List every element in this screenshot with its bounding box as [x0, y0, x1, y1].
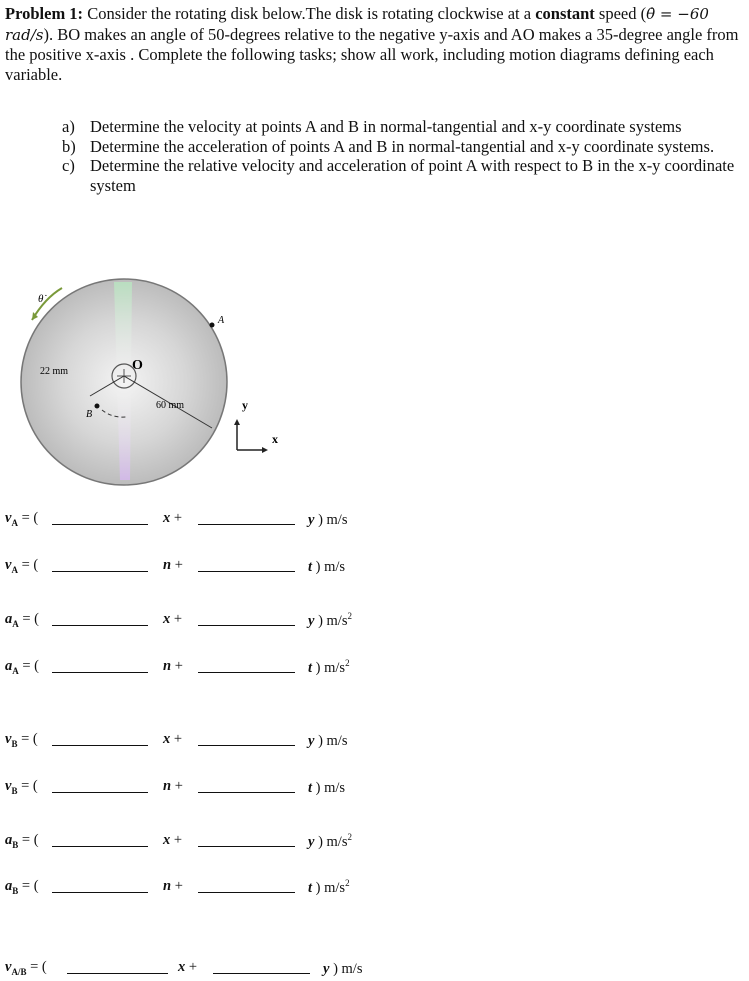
row-symbol: $v_{A/B}$ = ( — [5, 959, 47, 977]
answer-blank-1[interactable] — [52, 731, 148, 746]
answer-blank-2[interactable] — [198, 611, 295, 626]
answer-blank-2[interactable] — [198, 731, 295, 746]
answer-blank-1[interactable] — [52, 557, 148, 572]
answer-blank-1[interactable] — [52, 878, 148, 893]
answer-blank-2[interactable] — [198, 658, 295, 673]
answer-blank-2[interactable] — [198, 510, 295, 525]
svg-text:x: x — [272, 432, 278, 446]
svg-text:B: B — [86, 409, 93, 420]
answer-blank-1[interactable] — [52, 611, 148, 626]
angular-velocity: θ̇ = −60 rad/s — [5, 5, 709, 44]
point-b — [95, 404, 100, 409]
svg-text:A: A — [218, 315, 225, 326]
svg-text:O: O — [132, 358, 143, 373]
row-symbol: $v_A$ = ( — [5, 557, 39, 575]
svg-text:θ̇: θ̇ — [38, 293, 44, 305]
rotating-disk-diagram — [0, 270, 300, 490]
problem-statement: Problem 1: Consider the rotating disk below.The disk is rotating clockwise at a constant speed (θ̇ = −60 rad/s). BO makes an angle of 50-degrees relative to the negative y-axis and AO makes a 35-degree angle from the positive x-axis . Complete the following tasks; show all work, including motion diagrams defining each variable. — [5, 4, 739, 84]
point-a — [210, 323, 215, 328]
row-symbol: $v_B$ = ( — [5, 778, 38, 796]
row-symbol: $v_B$ = ( — [5, 731, 38, 749]
answer-blank-1[interactable] — [52, 510, 148, 525]
row-symbol: $a_B$ = ( — [5, 832, 39, 850]
problem-page: Problem 1: Consider the rotating disk below.The disk is rotating clockwise at a constant speed (θ̇ = −60 rad/s). BO makes an angle of 50-degrees relative to the negative y-axis and AO makes a 35-degree angle from the positive x-axis . Complete the following tasks; show all work, including motion diagrams defining each variable. a) Determine the velocity at points A and B in normal-tangential and x-y coordinate systems b) Determine the acceleration of points A and B in normal-tangential and x-y coordinate systems. c) Determine the relative velocity and acceleration of point A with respect to B in the x-y coordinate system θ̇ A O B 22 mm 60 mm y x $v_A$ = ( x + y ) m/s $v_A$ = ( n + t ) m/s $a_A$ = ( x + y ) $m/s^2$ $a_A$ = ( n + t ) $m/s^2$ $v_B$ = ( x + y ) m/s $v_B$ = ( n + t ) m/s $a_B$ = ( x + y ) $m/s^2$ $a_B$ = ( n + t ) $m/s^2$ $v_{A/B}$ = ( x + y ) m/s — [0, 0, 749, 981]
answer-blank-2[interactable] — [198, 832, 295, 847]
task-c: c) Determine the relative velocity and acceleration of point A with respect to B in the x-y coordinate system — [62, 156, 735, 195]
svg-text:60 mm: 60 mm — [156, 400, 185, 411]
svg-text:y: y — [242, 398, 248, 412]
answer-blank-2[interactable] — [198, 778, 295, 793]
answer-blank-1[interactable] — [52, 832, 148, 847]
answer-blank-1[interactable] — [52, 658, 148, 673]
row-symbol: $a_A$ = ( — [5, 658, 40, 676]
answer-blank-1[interactable] — [52, 778, 148, 793]
task-b: b) Determine the acceleration of points A and B in normal-tangential and x-y coordinate systems. — [62, 136, 715, 156]
task-list — [62, 117, 746, 195]
xy-axes — [237, 422, 266, 450]
answer-blank-2[interactable] — [213, 959, 310, 974]
answer-blank-1[interactable] — [67, 959, 168, 974]
row-symbol: $v_A$ = ( — [5, 510, 39, 528]
svg-text:22 mm: 22 mm — [40, 366, 69, 377]
answer-blank-2[interactable] — [198, 557, 295, 572]
problem-label: Problem 1: — [5, 4, 84, 23]
row-symbol: $a_A$ = ( — [5, 611, 40, 629]
task-a: a) Determine the velocity at points A and B in normal-tangential and x-y coordinate systems — [62, 117, 682, 136]
row-symbol: $a_B$ = ( — [5, 878, 39, 896]
answer-blank-2[interactable] — [198, 878, 295, 893]
